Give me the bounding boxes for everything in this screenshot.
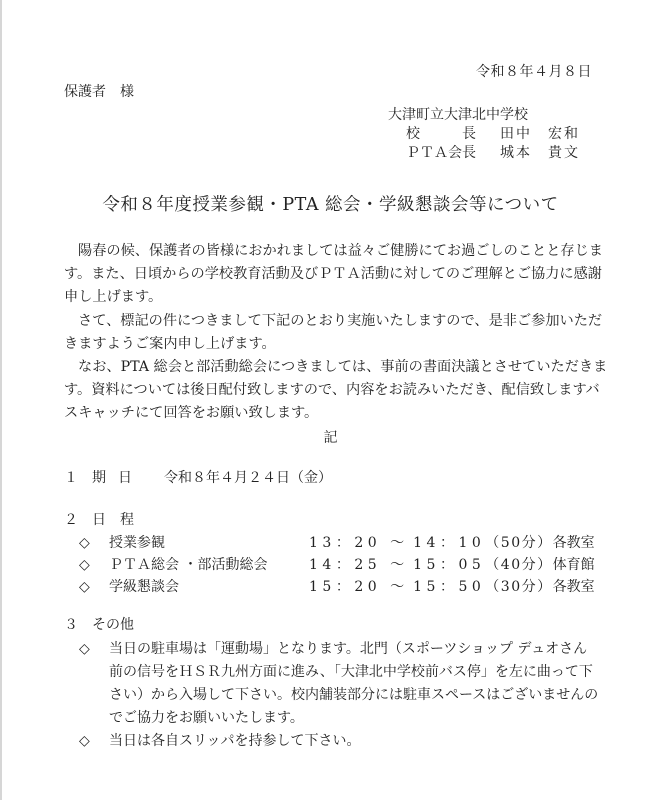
schedule-duration: （30分） [485, 579, 553, 595]
section-label: 期日 [92, 470, 144, 486]
schedule-place: 体育館 [552, 557, 595, 573]
section-other-heading [64, 616, 134, 634]
section-number: １ [64, 470, 78, 486]
body-line: きますようご案内申し上げます。 [64, 335, 276, 352]
schedule-end-time: 15：05 [413, 557, 486, 573]
diamond-bullet-icon: ◇ [79, 733, 90, 749]
schedule-place: 各教室 [552, 535, 595, 551]
schedule-duration: （50分） [485, 535, 553, 551]
body-line: なお、PTA 総会と部活動総会につきましては、事前の書面決議とさせていただきま [78, 359, 608, 376]
page-left-border [0, 0, 2, 800]
document-title: 令和８年度授業参観・PTA 総会・学級懇談会等について [102, 195, 559, 215]
other-line: 前の信号をＨＳＲ九州方面に進み、「大津北中学校前バス停」を左に曲って下 [109, 664, 593, 680]
schedule-row [79, 578, 595, 596]
body-paragraph-greeting [64, 240, 603, 310]
diamond-bullet-icon: ◇ [79, 579, 90, 595]
diamond-bullet-icon: ◇ [79, 641, 90, 657]
body-line: す。また、日頃からの学校教育活動及びＰＴＡ活動に対してのご理解とご協力に感謝 [64, 266, 602, 283]
signatory-principal [388, 125, 580, 143]
signatory-title: 校 長 [406, 126, 476, 142]
body-line: さて、標記の件につきまして下記のとおり実施いたしますので、是非ご参加いただ [78, 312, 603, 329]
body-line: す。資料については後日配付致しますので、内容をお読みいただき、配信致しますバ [64, 382, 600, 399]
schedule-event-name: 学級懇談会 [109, 579, 179, 595]
schedule-tilde: ～ [390, 535, 405, 551]
issue-date: 令和８年４月８日 [476, 64, 592, 80]
signatory-title: ＰＴＡ会長 [406, 145, 476, 161]
body-line: 陽春の候、保護者の皆様におかれましては益々ご健勝にてお過ごしのことと存じま [78, 243, 603, 259]
signatory-pta-president [388, 144, 580, 162]
signatory-name: 田中 宏和 [500, 126, 580, 142]
event-date: 令和８年４月２４日（金） [164, 470, 332, 486]
section-label: その他 [92, 617, 134, 633]
schedule-tilde: ～ [390, 557, 405, 573]
schedule-event-name: ＰＴＡ総会 ・部活動総会 [109, 557, 268, 573]
body-line: 申し上げます。 [64, 289, 163, 306]
other-item-text [109, 730, 599, 753]
other-line: 当日の駐車場は「運動場」となります。北門（スポーツショップ デュオさん [109, 641, 588, 657]
schedule-duration: （40分） [485, 557, 553, 573]
schedule-place: 各教室 [552, 579, 595, 595]
schedule-event-name: 授業参観 [109, 535, 165, 551]
schedule-row [79, 534, 595, 552]
schedule-start-time: 14：25 [309, 557, 382, 573]
body-text [64, 240, 608, 426]
other-item-parking [79, 638, 599, 730]
schedule-start-time: 13：20 [309, 535, 382, 551]
other-item-slippers [79, 730, 599, 753]
sender-school: 大津町立大津北中学校 [388, 107, 528, 123]
schedule-end-time: 14：10 [413, 535, 486, 551]
other-item-text [109, 638, 599, 730]
addressee: 保護者 様 [64, 84, 134, 100]
schedule-tilde: ～ [390, 579, 405, 595]
section-label: 日 程 [92, 512, 134, 528]
section-number: ３ [64, 617, 78, 633]
diamond-bullet-icon: ◇ [79, 557, 90, 573]
body-line: スキャッチにて回答をお願い致します。 [64, 405, 319, 422]
other-line: でご協力をお願いいたします。 [109, 710, 304, 726]
schedule-end-time: 15：50 [413, 579, 486, 595]
schedule-start-time: 15：20 [309, 579, 382, 595]
ki-heading: 記 [323, 430, 338, 446]
schedule-row [79, 556, 595, 574]
body-paragraph-invitation [64, 310, 603, 356]
other-line: さい）から入場して下さい。校内舗装部分には駐車スペースはございませんの [109, 687, 599, 703]
section-number: ２ [64, 512, 78, 528]
signatory-name: 城本 貴文 [500, 145, 580, 161]
diamond-bullet-icon: ◇ [79, 535, 90, 551]
section-schedule-heading [64, 511, 134, 529]
other-line: 当日は各自スリッパを持参して下さい。 [109, 733, 361, 749]
section-date [64, 469, 332, 487]
body-paragraph-notice [64, 356, 608, 426]
